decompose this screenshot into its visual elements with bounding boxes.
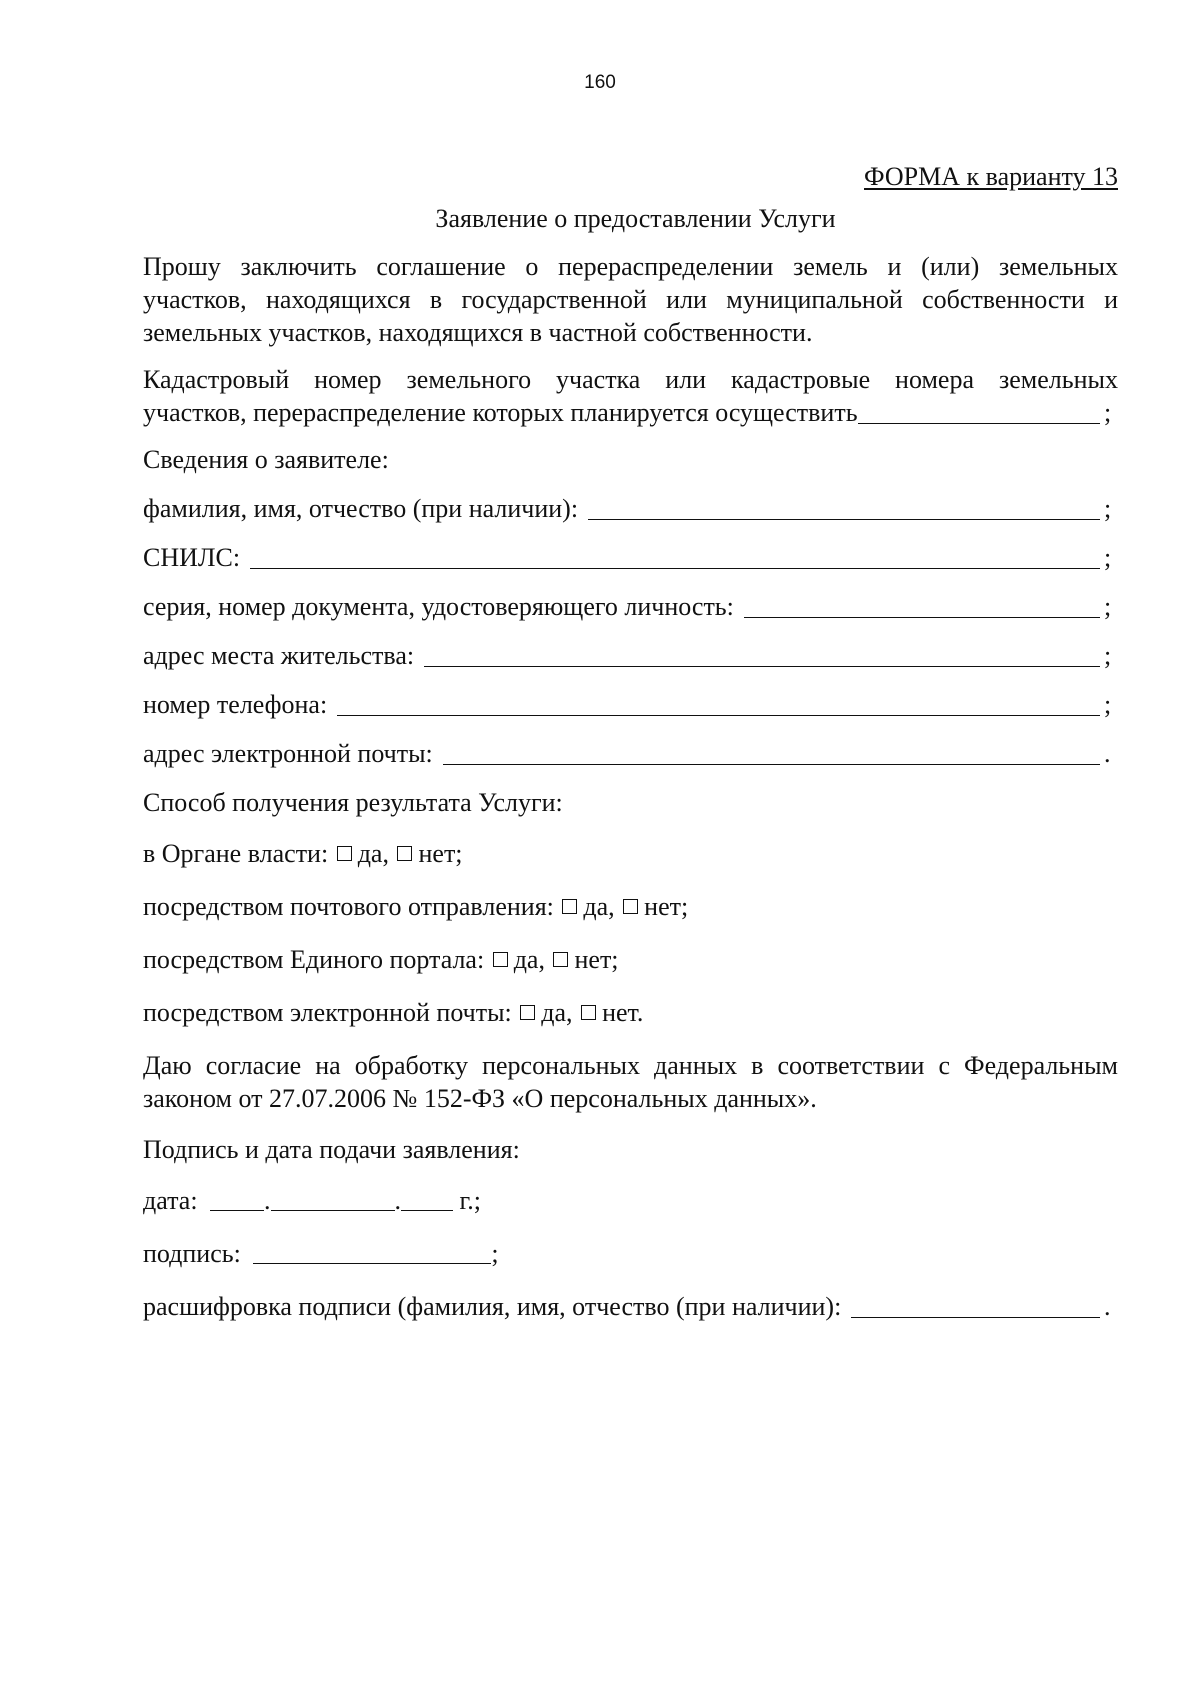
date-sep: . <box>264 1186 271 1215</box>
field-label: СНИЛС: <box>143 543 241 572</box>
checkbox-no[interactable] <box>623 899 638 914</box>
date-suffix: г.; <box>459 1186 482 1215</box>
address-input[interactable] <box>424 640 1100 667</box>
no-label: нет. <box>602 998 644 1027</box>
option-label: в Органе власти: <box>143 839 329 868</box>
no-label: нет; <box>418 839 463 868</box>
date-month-input[interactable] <box>271 1186 395 1211</box>
date-year-input[interactable] <box>401 1186 453 1211</box>
applicant-field-phone <box>143 688 1118 721</box>
applicant-field-email <box>143 737 1118 770</box>
delivery-heading: Способ получения результата Услуги: <box>143 788 563 817</box>
delivery-option-post <box>143 890 1118 923</box>
checkbox-yes[interactable] <box>493 952 508 967</box>
cadastral-label: участков, перераспределение которых планируется осуществить <box>143 398 858 427</box>
applicant-heading: Сведения о заявителе: <box>143 445 389 474</box>
delivery-option-portal <box>143 943 1118 976</box>
email-input[interactable] <box>443 738 1100 765</box>
field-label: серия, номер документа, удостоверяющего личность: <box>143 592 734 621</box>
date-label: дата: <box>143 1186 198 1215</box>
date-day-input[interactable] <box>210 1186 264 1211</box>
decryption-row <box>143 1290 1118 1323</box>
field-end: ; <box>1104 690 1112 719</box>
cadastral-text-line1: Кадастровый номер земельного участка или кадастровые номера земельных <box>143 365 1118 394</box>
delivery-option-email <box>143 996 1118 1029</box>
checkbox-no[interactable] <box>397 846 412 861</box>
field-label: номер телефона: <box>143 690 328 719</box>
checkbox-no[interactable] <box>553 952 568 967</box>
document-body <box>143 160 1118 1339</box>
fio-input[interactable] <box>588 493 1100 520</box>
checkbox-no[interactable] <box>581 1005 596 1020</box>
cadastral-section <box>143 363 1118 429</box>
signature-row <box>143 1237 1118 1270</box>
decryption-label: расшифровка подписи (фамилия, имя, отчество (при наличии): <box>143 1292 842 1321</box>
option-label: посредством Единого портала: <box>143 945 485 974</box>
phone-input[interactable] <box>337 689 1100 716</box>
applicant-field-id-document <box>143 590 1118 623</box>
cadastral-end: ; <box>1104 398 1112 427</box>
checkbox-yes[interactable] <box>520 1005 535 1020</box>
signature-label: подпись: <box>143 1239 241 1268</box>
signature-end: ; <box>491 1239 499 1268</box>
signature-input[interactable] <box>253 1239 491 1264</box>
applicant-field-fio <box>143 492 1118 525</box>
applicant-field-snils <box>143 541 1118 574</box>
cadastral-field <box>143 396 1118 429</box>
option-label: посредством почтового отправления: <box>143 892 554 921</box>
signature-heading: Подпись и дата подачи заявления: <box>143 1135 520 1164</box>
applicant-field-address <box>143 639 1118 672</box>
form-label: ФОРМА к варианту 13 <box>864 162 1118 191</box>
decryption-input[interactable] <box>851 1291 1100 1318</box>
yes-label: да, <box>357 839 389 868</box>
page-number: 160 <box>584 72 616 93</box>
consent-paragraph: Даю согласие на обработку персональных данных в соответствии с Федеральным законом от 27.07.2006 № 152-ФЗ «О персональных данных». <box>143 1051 1118 1113</box>
field-end: ; <box>1104 641 1112 670</box>
no-label: нет; <box>574 945 619 974</box>
document-title: Заявление о предоставлении Услуги <box>435 204 836 233</box>
date-sep: . <box>394 1186 402 1215</box>
delivery-option-authority <box>143 837 1118 870</box>
field-end: ; <box>1104 494 1112 523</box>
yes-label: да, <box>513 945 545 974</box>
field-label: адрес электронной почты: <box>143 739 433 768</box>
snils-input[interactable] <box>250 542 1100 569</box>
field-end: ; <box>1104 592 1112 621</box>
no-label: нет; <box>644 892 689 921</box>
checkbox-yes[interactable] <box>562 899 577 914</box>
id-document-input[interactable] <box>744 591 1100 618</box>
field-end: . <box>1104 739 1111 768</box>
field-label: адрес места жительства: <box>143 641 415 670</box>
cadastral-input[interactable] <box>858 397 1100 424</box>
field-end: ; <box>1104 543 1112 572</box>
date-row <box>143 1184 1118 1217</box>
request-paragraph: Прошу заключить соглашение о перераспределении земель и (или) земельных участков, находящихся в государственной или муниципальной собственности и земельных участков, находящихся в частной собственности. <box>143 252 1118 347</box>
field-label: фамилия, имя, отчество (при наличии): <box>143 494 579 523</box>
decryption-end: . <box>1104 1292 1111 1321</box>
checkbox-yes[interactable] <box>337 846 352 861</box>
option-label: посредством электронной почты: <box>143 998 512 1027</box>
yes-label: да, <box>583 892 615 921</box>
yes-label: да, <box>541 998 573 1027</box>
